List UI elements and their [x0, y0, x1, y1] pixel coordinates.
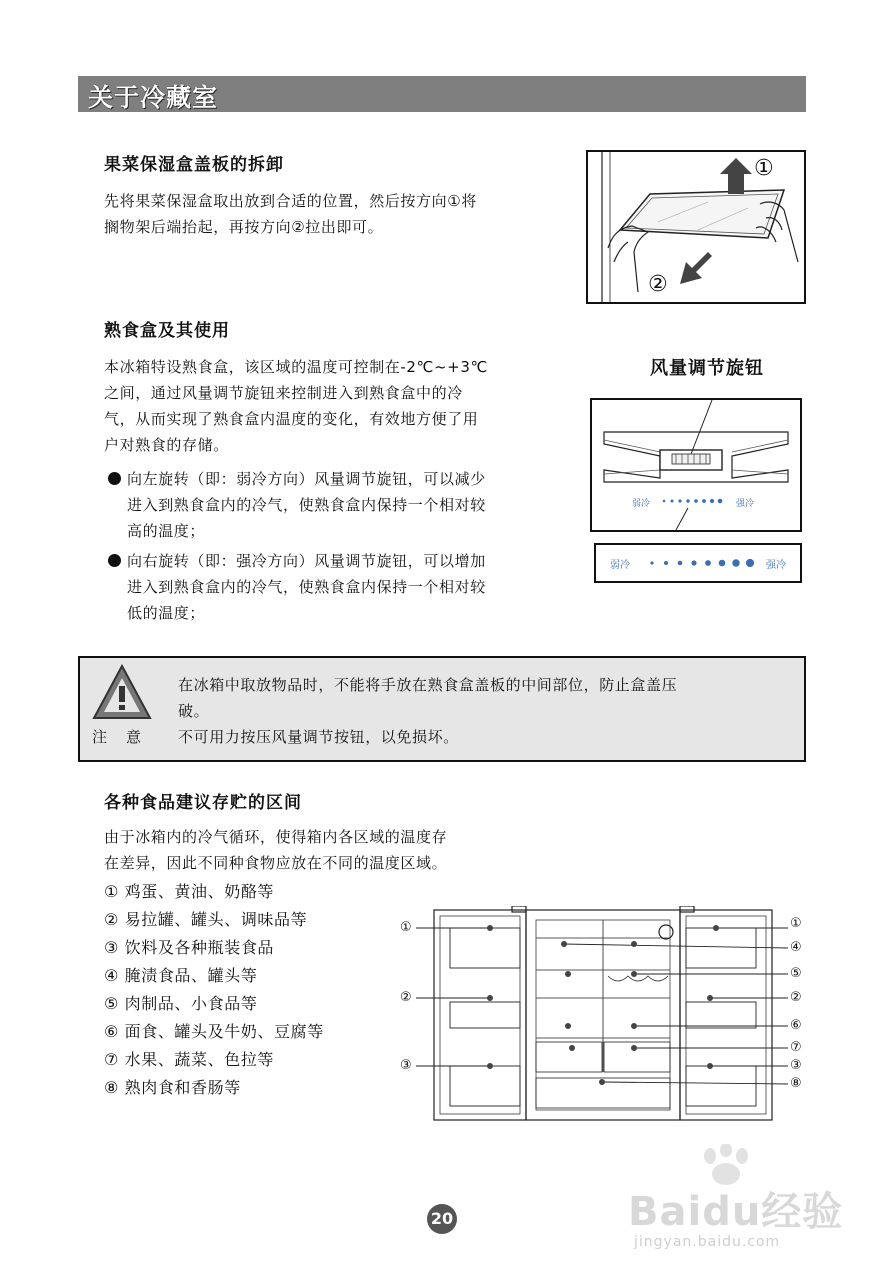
zone-item-4: ④ 腌渍食品、罐头等 — [104, 966, 258, 985]
fridge-callout-left-1: ① — [400, 920, 412, 935]
zone-item-8: ⑧ 熟肉食和香肠等 — [104, 1078, 241, 1097]
fridge-callout-left-2: ② — [400, 990, 412, 1005]
deli-heading: 熟食盒及其使用 — [104, 321, 230, 341]
knob-weak-label: 弱冷 — [632, 499, 651, 509]
fridge-callout-right-6: ⑥ — [790, 1018, 802, 1033]
crisper-mark-1: ① — [754, 156, 774, 181]
fridge-callout-right-4: ④ — [790, 940, 802, 955]
fridge-callout-right-3: ③ — [790, 1058, 802, 1073]
zones-heading: 各种食品建议存贮的区间 — [104, 793, 302, 813]
warning-text — [178, 672, 798, 750]
watermark-brand: Baidu经验 — [628, 1189, 844, 1235]
deli-line-3: 气，从而实现了熟食盒内温度的变化，有效地方便了用 — [104, 410, 479, 428]
fridge-zone-diagram — [396, 906, 808, 1122]
zone-item-1: ① 鸡蛋、黄油、奶酪等 — [104, 882, 275, 901]
zone-item-2: ② 易拉罐、罐头、调味品等 — [104, 910, 308, 929]
fridge-illustration — [396, 906, 808, 1122]
bullet-dot-icon — [108, 554, 121, 567]
bullet-dot-icon — [108, 472, 121, 485]
knob-figure-title: 风量调节旋钮 — [650, 358, 764, 379]
deli-line-2: 之间，通过风量调节旋钮来控制进入到熟食盒中的冷 — [104, 384, 463, 402]
zones-line-2: 在差异，因此不同种食物应放在不同的温度区域。 — [104, 854, 448, 872]
crisper-figure — [586, 150, 806, 304]
baidu-watermark — [628, 1144, 878, 1270]
page-title: 关于冷藏室 — [88, 83, 219, 112]
warning-label: 注 意 — [92, 728, 144, 746]
crisper-line-2: 搁物架后端抬起，再按方向②拉出即可。 — [104, 218, 384, 236]
fridge-callout-left-3: ③ — [400, 1058, 412, 1073]
warning-line-2: 破。 — [178, 702, 210, 720]
knob-scale-detail — [594, 543, 802, 583]
deli-bullet-1 — [108, 466, 578, 544]
deli-line-1: 本冰箱特设熟食盒，该区域的温度可控制在-2℃~+3℃ — [104, 358, 488, 376]
knob-strong-label: 强冷 — [736, 499, 755, 509]
warning-line-1: 在冰箱中取放物品时，不能将手放在熟食盒盖板的中间部位，防止盒盖压 — [178, 676, 678, 694]
zone-item-6: ⑥ 面食、罐头及牛奶、豆腐等 — [104, 1022, 324, 1041]
zones-list — [104, 878, 384, 1102]
warning-triangle-icon — [90, 662, 154, 722]
fridge-callout-right-7: ⑦ — [790, 1040, 802, 1055]
deli-bullet-2-line-1: 向右旋转（即：强冷方向）风量调节旋钮，可以增加 — [127, 552, 486, 570]
crisper-text — [104, 188, 564, 240]
page-title-bar — [78, 76, 806, 112]
fridge-callout-right-2: ② — [790, 990, 802, 1005]
zone-item-3: ③ 饮料及各种瓶装食品 — [104, 938, 275, 957]
zone-item-5: ⑤ 肉制品、小食品等 — [104, 994, 258, 1013]
warning-box — [78, 656, 806, 762]
deli-bullet-2 — [108, 548, 578, 626]
zone-item-7: ⑦ 水果、蔬菜、色拉等 — [104, 1050, 275, 1069]
page-number: 20 — [427, 1204, 457, 1234]
fridge-callout-right-8: ⑧ — [790, 1076, 802, 1091]
deli-bullet-1-line-3: 高的温度； — [127, 522, 206, 540]
deli-bullet-1-line-2: 进入到熟食盒内的冷气，使熟食盒内保持一个相对较 — [127, 496, 486, 514]
scale-strong-label: 强冷 — [766, 560, 786, 571]
warning-line-3: 不可用力按压风量调节按钮，以免损坏。 — [178, 728, 459, 746]
deli-bullet-1-line-1: 向左旋转（即：弱冷方向）风量调节旋钮，可以减少 — [127, 470, 486, 488]
zones-text — [104, 824, 544, 876]
watermark-url: jingyan.baidu.com — [634, 1234, 781, 1250]
knob-panel-illustration — [592, 400, 800, 530]
crisper-line-1: 先将果菜保湿盒取出放到合适的位置，然后按方向①将 — [104, 192, 477, 210]
scale-weak-label: 弱冷 — [610, 560, 630, 571]
knob-panel-figure — [590, 398, 802, 532]
zones-line-1: 由于冰箱内的冷气循环，使得箱内各区域的温度存 — [104, 828, 448, 846]
deli-text — [104, 354, 574, 458]
crisper-heading: 果菜保湿盒盖板的拆卸 — [104, 155, 284, 175]
crisper-mark-2: ② — [648, 272, 668, 297]
deli-bullet-2-line-2: 进入到熟食盒内的冷气，使熟食盒内保持一个相对较 — [127, 578, 486, 596]
deli-line-4: 户对熟食的存储。 — [104, 436, 229, 454]
deli-bullet-2-line-3: 低的温度； — [127, 604, 206, 622]
fridge-callout-right-5: ⑤ — [790, 966, 802, 981]
fridge-callout-right-1: ① — [790, 916, 802, 931]
